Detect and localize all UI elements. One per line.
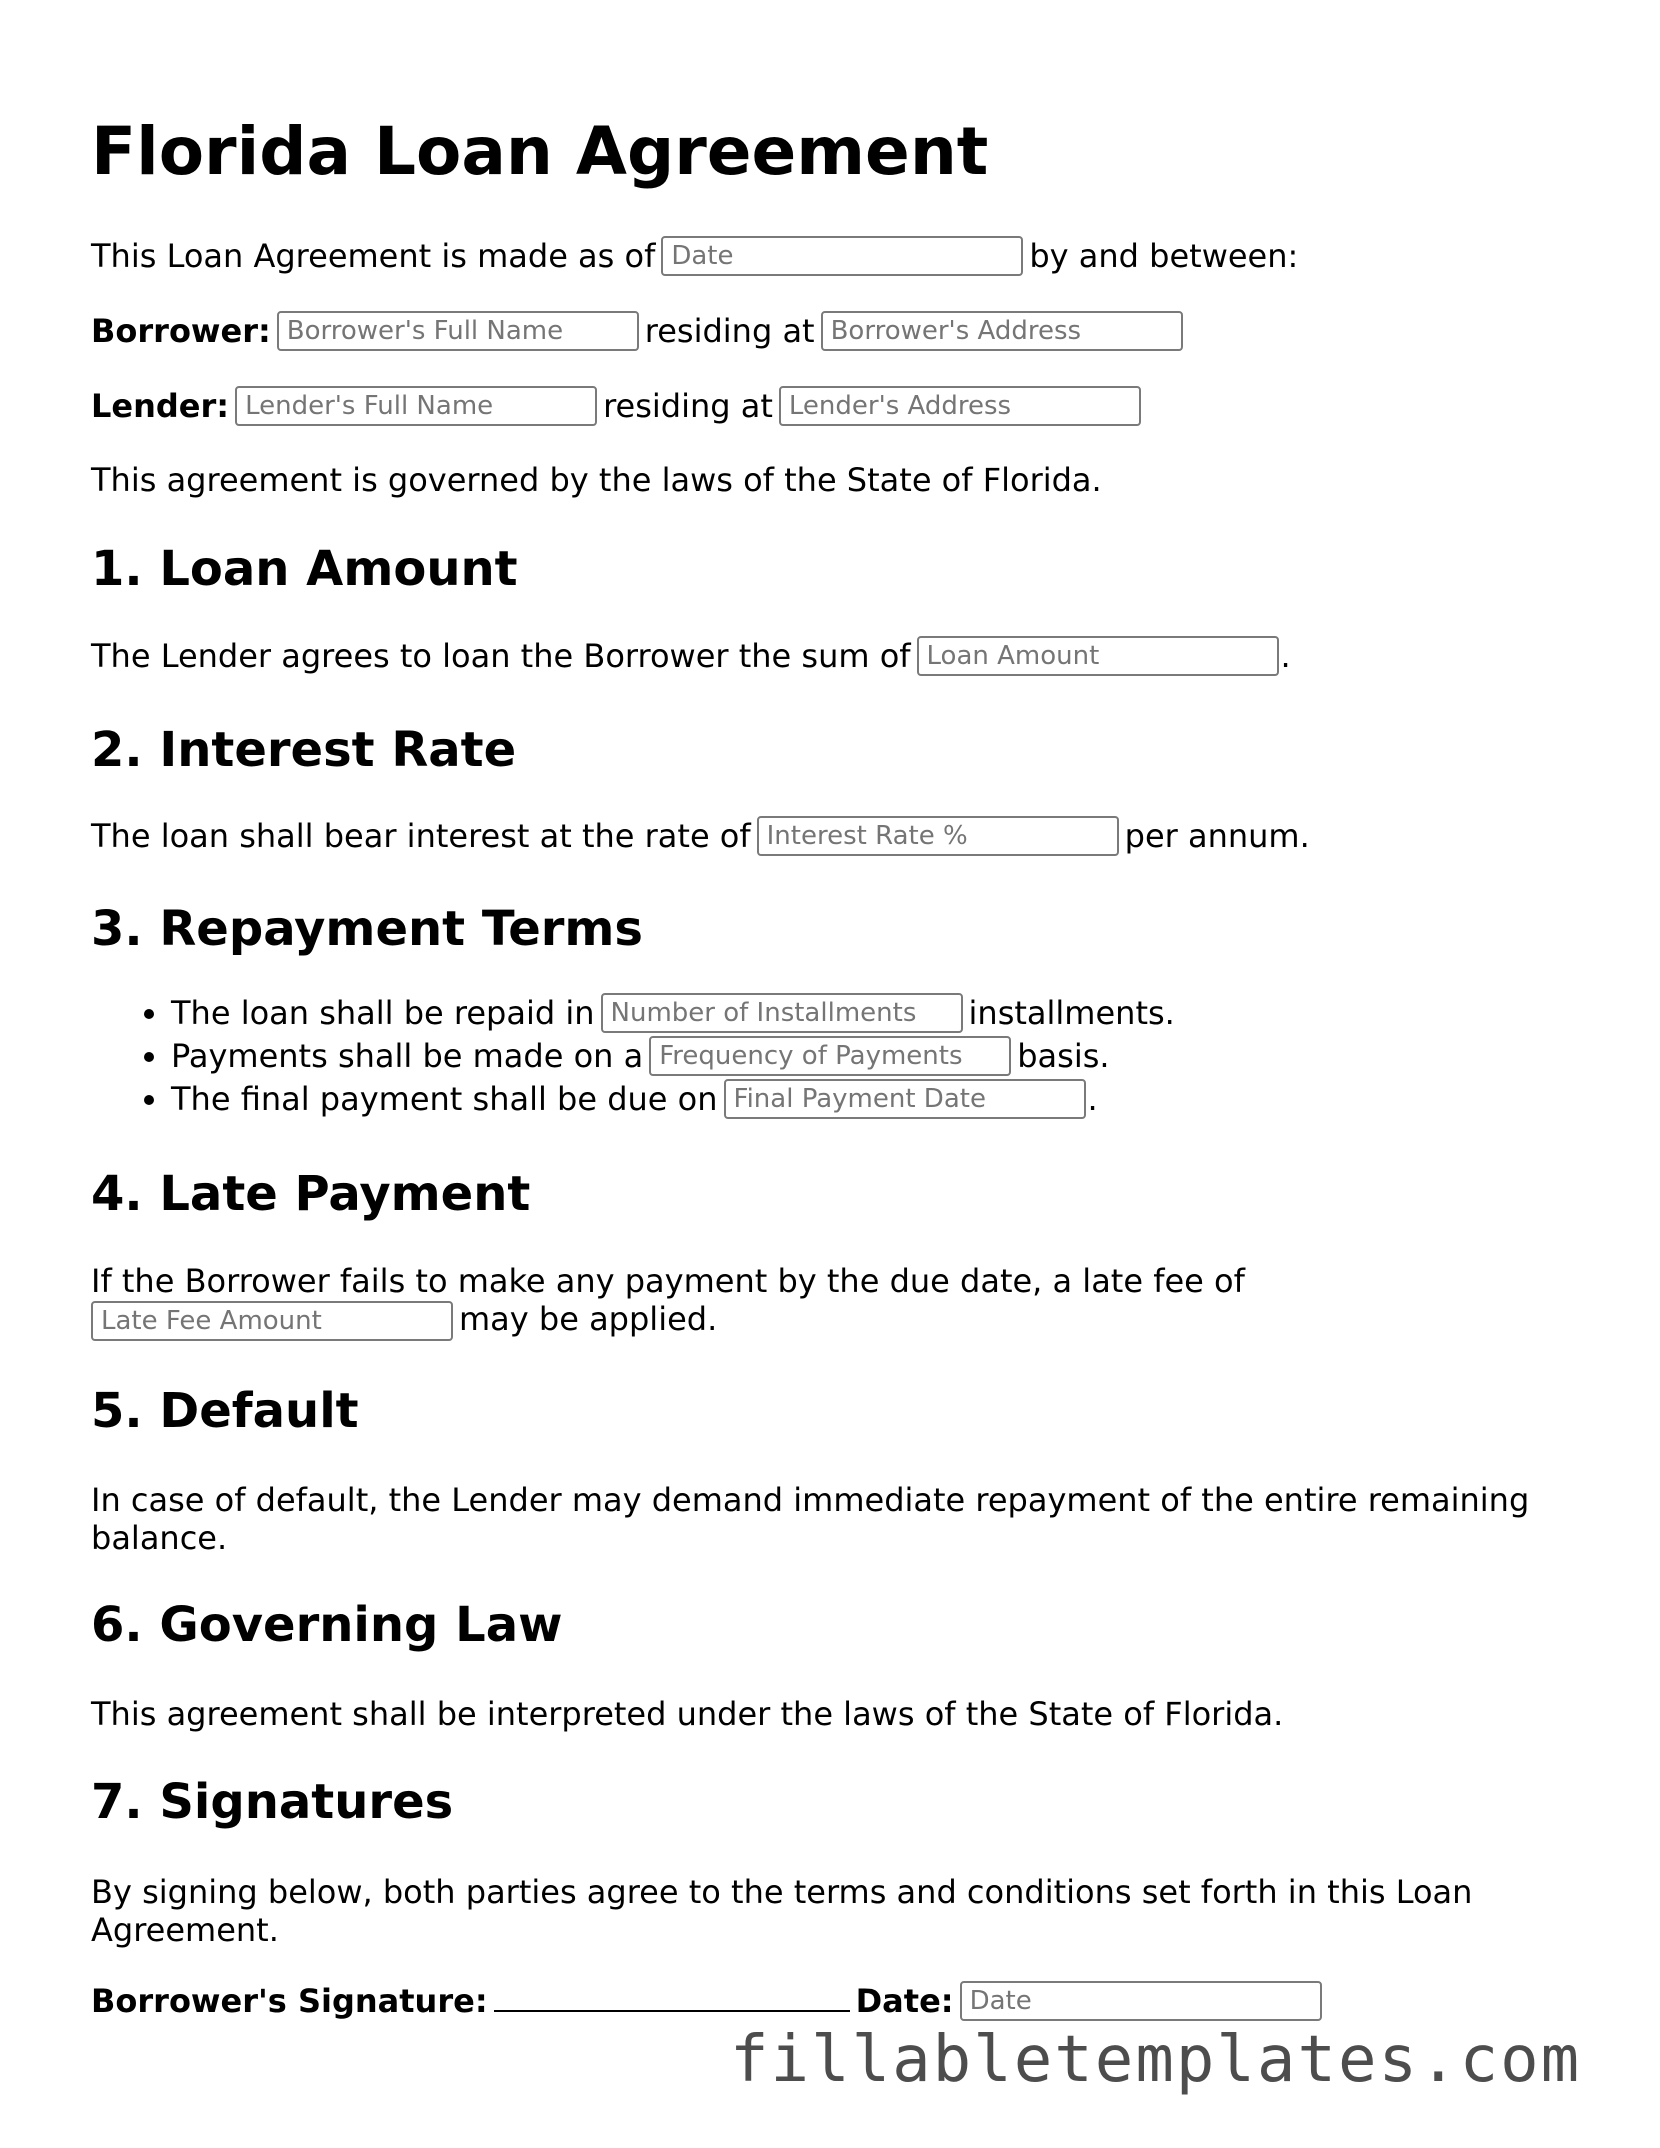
section-heading-loan-amount: 1. Loan Amount xyxy=(91,541,518,597)
lender-label: Lender: xyxy=(91,387,230,425)
repayment-list xyxy=(91,992,1175,1121)
frequency-input[interactable] xyxy=(649,1036,1011,1076)
interest-text: The loan shall bear interest at the rate of xyxy=(91,817,751,855)
final-payment-text: The final payment shall be due on xyxy=(171,1080,718,1118)
loan-amount-end: . xyxy=(1280,637,1291,675)
signature-date-label: Date: xyxy=(855,1982,954,2020)
borrower-name-input[interactable] xyxy=(277,311,639,351)
governing-law-text: This agreement shall be interpreted under the laws of the State of Florida. xyxy=(91,1695,1284,1733)
page-title: Florida Loan Agreement xyxy=(91,113,989,190)
late-fee-input[interactable] xyxy=(91,1301,453,1341)
list-item xyxy=(171,1035,1175,1078)
section-heading-signatures: 7. Signatures xyxy=(91,1774,454,1830)
lender-line xyxy=(91,386,1147,428)
intro-line xyxy=(91,236,1298,278)
frequency-end: basis. xyxy=(1017,1037,1110,1075)
governed-statement: This agreement is governed by the laws of the State of Florida. xyxy=(91,461,1102,499)
loan-amount-text: The Lender agrees to loan the Borrower the sum of xyxy=(91,637,911,675)
intro-suffix: by and between: xyxy=(1029,237,1299,275)
late-payment-paragraph xyxy=(91,1262,1291,1341)
borrower-label: Borrower: xyxy=(91,312,271,350)
agreement-date-input[interactable] xyxy=(661,236,1023,276)
section-heading-late-payment: 4. Late Payment xyxy=(91,1166,531,1222)
interest-line xyxy=(91,816,1310,858)
final-payment-date-input[interactable] xyxy=(724,1079,1086,1119)
borrower-residing-text: residing at xyxy=(644,312,815,350)
intro-prefix: This Loan Agreement is made as of xyxy=(91,237,656,275)
signature-date-input[interactable] xyxy=(960,1981,1322,2021)
list-item xyxy=(171,1078,1175,1121)
late-payment-text: If the Borrower fails to make any payment by the due date, a late fee of xyxy=(91,1262,1245,1300)
section-heading-interest-rate: 2. Interest Rate xyxy=(91,722,517,778)
watermark: fillabletemplates.com xyxy=(730,2023,1582,2097)
borrower-signature-label: Borrower's Signature: xyxy=(91,1982,488,2020)
list-item xyxy=(171,992,1175,1035)
loan-amount-input[interactable] xyxy=(917,636,1279,676)
installments-end: installments. xyxy=(968,994,1175,1032)
loan-amount-line xyxy=(91,636,1291,678)
section-heading-governing-law: 6. Governing Law xyxy=(91,1597,563,1653)
late-payment-end: may be applied. xyxy=(459,1300,718,1338)
signatures-text: By signing below, both parties agree to the terms and conditions set forth in this Loan Agreement. xyxy=(91,1873,1473,1949)
lender-address-input[interactable] xyxy=(779,386,1141,426)
section-heading-default: 5. Default xyxy=(91,1383,359,1439)
borrower-line xyxy=(91,311,1189,353)
section-heading-repayment-terms: 3. Repayment Terms xyxy=(91,901,643,957)
interest-rate-input[interactable] xyxy=(757,816,1119,856)
installments-text: The loan shall be repaid in xyxy=(171,994,595,1032)
lender-name-input[interactable] xyxy=(235,386,597,426)
installments-input[interactable] xyxy=(601,993,963,1033)
borrower-signature-field[interactable] xyxy=(494,1980,850,2012)
default-text: In case of default, the Lender may demand immediate repayment of the entire remaining balance. xyxy=(91,1481,1530,1557)
final-payment-end: . xyxy=(1087,1080,1098,1118)
borrower-address-input[interactable] xyxy=(821,311,1183,351)
frequency-text: Payments shall be made on a xyxy=(171,1037,644,1075)
lender-residing-text: residing at xyxy=(603,387,773,425)
interest-end: per annum. xyxy=(1124,817,1310,855)
signature-line xyxy=(91,1980,1328,2023)
